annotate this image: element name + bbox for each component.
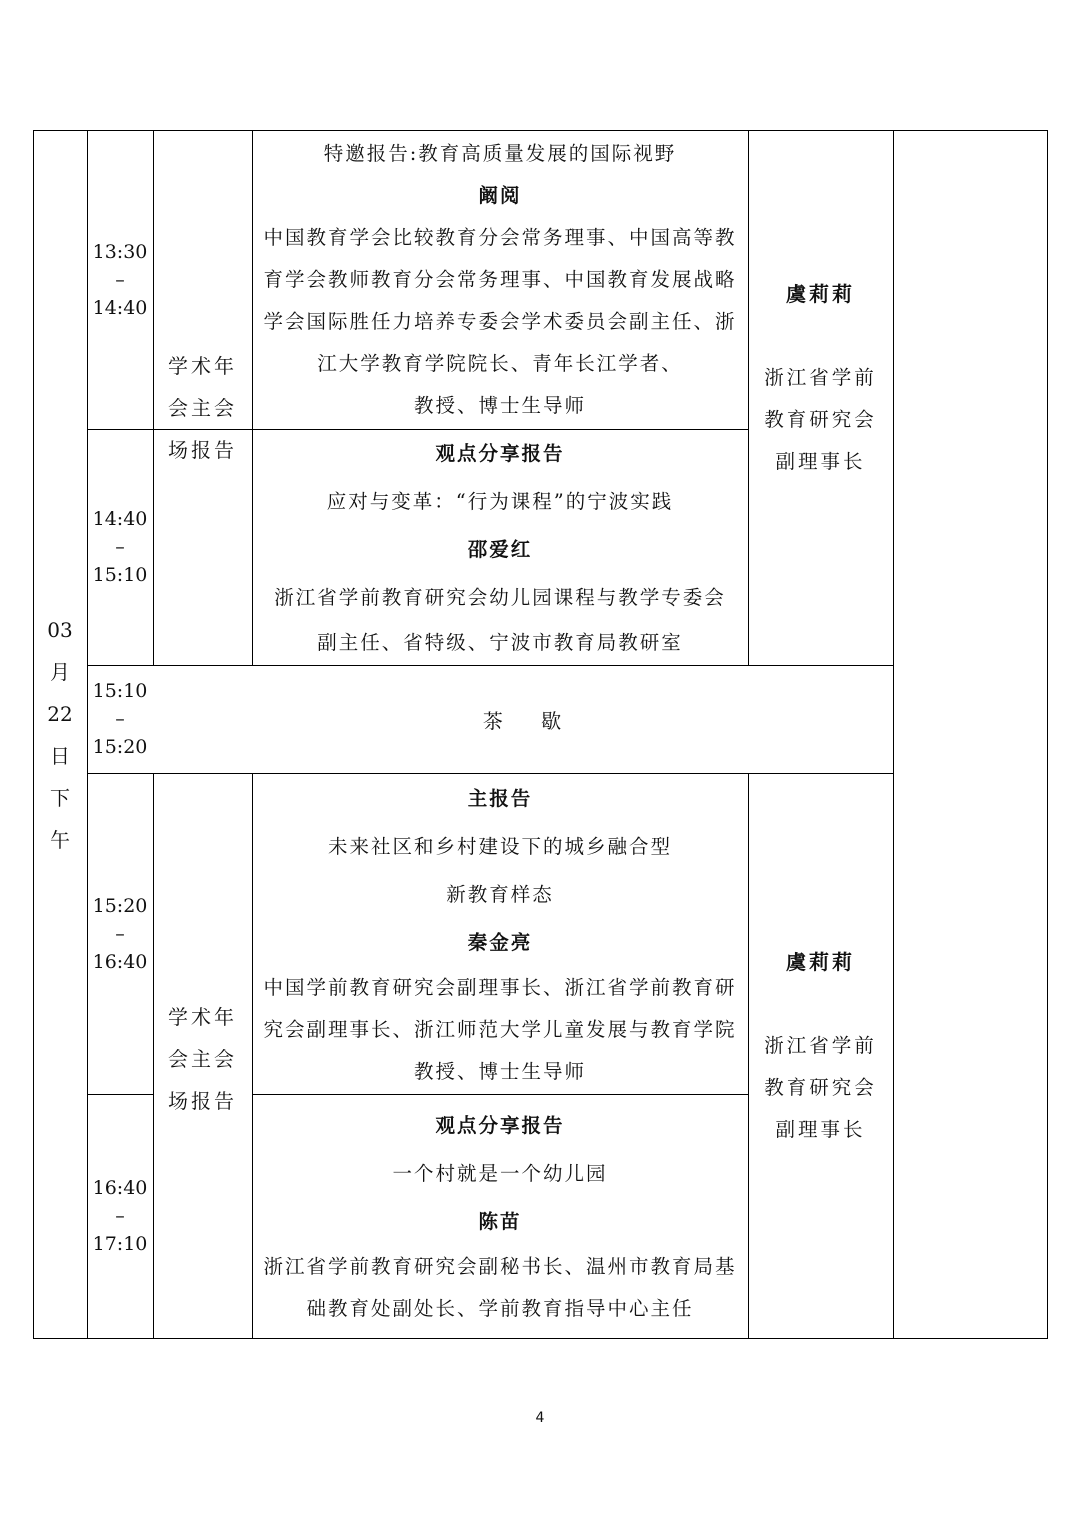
host-role-line: 副理事长 (775, 449, 866, 473)
venue-line: 会主会 (168, 1046, 237, 1071)
time-end: 15:20 (92, 736, 148, 758)
speaker-bio: 教授、博士生导师 (413, 1059, 586, 1083)
time-dash: – (115, 536, 125, 558)
host-name: 虞莉莉 (786, 281, 855, 306)
speaker-bio: 副主任、省特级、宁波市教育局教研室 (317, 631, 683, 654)
host-cell (748, 773, 893, 1338)
time-end: 15:10 (92, 564, 148, 586)
day-char: 日 (50, 743, 70, 768)
speaker-name: 邵爱红 (467, 538, 533, 561)
time-start: 14:40 (92, 508, 148, 530)
host-role (764, 357, 877, 483)
speaker-bio: 浙江省学前教育研究会副秘书长、温州市教育局基 (263, 1255, 737, 1278)
tea-break-cell (153, 665, 893, 773)
speaker-name: 阚阅 (478, 183, 522, 207)
report-cell (252, 429, 748, 665)
day-cell (33, 130, 87, 1339)
tea-break-char: 歇 (541, 708, 564, 733)
speaker-bio: 础教育处副处长、学前教育指导中心主任 (306, 1297, 694, 1320)
host-role (764, 1025, 877, 1151)
time-cell (87, 1094, 153, 1338)
report-cell (252, 1094, 748, 1338)
day-char: 22 (47, 701, 73, 726)
report-type: 观点分享报告 (435, 1114, 565, 1137)
report-title: 一个村就是一个幼儿园 (392, 1162, 608, 1185)
time-dash: – (115, 1205, 125, 1227)
time-start: 15:20 (92, 894, 148, 917)
report-cell (252, 773, 748, 1094)
report-title: 应对与变革：“行为课程”的宁波实践 (326, 490, 674, 513)
report-title: 新教育样态 (446, 882, 554, 906)
report-cell (252, 130, 748, 429)
speaker-name: 秦金亮 (467, 930, 533, 954)
host-role-line: 浙江省学前 (764, 1033, 877, 1057)
grid-line (33, 1338, 1048, 1339)
time-end: 17:10 (92, 1233, 148, 1255)
speaker-bio: 中国教育学会比较教育分会常务理事、中国高等教 (263, 225, 737, 249)
grid-line (1047, 130, 1048, 1339)
report-type: 主报告 (467, 786, 533, 810)
day-char: 下 (50, 785, 70, 810)
day-char: 月 (50, 659, 70, 684)
venue-line: 学术年 (168, 353, 237, 378)
page-number: 4 (535, 1410, 545, 1426)
host-role-line: 浙江省学前 (764, 365, 877, 389)
time-dash: – (115, 268, 125, 291)
time-end: 16:40 (92, 950, 148, 973)
remarks-cell (893, 130, 1047, 1338)
host-cell (748, 130, 893, 665)
time-cell (87, 773, 153, 1094)
host-role-line: 教育研究会 (764, 407, 877, 431)
day-char: 午 (50, 827, 70, 852)
speaker-bio: 学会国际胜任力培养专委会学术委员会副主任、浙 (263, 309, 737, 333)
time-cell (87, 665, 153, 773)
time-dash: – (115, 922, 125, 945)
report-title: 特邀报告:教育高质量发展的国际视野 (323, 141, 677, 165)
time-dash: – (115, 708, 125, 730)
speaker-bio: 究会副理事长、浙江师范大学儿童发展与教育学院 (263, 1017, 737, 1041)
speaker-bio: 浙江省学前教育研究会幼儿园课程与教学专委会 (274, 586, 726, 609)
speaker-bio: 育学会教师教育分会常务理事、中国教育发展战略 (263, 267, 737, 291)
venue-cell (153, 130, 252, 665)
venue-line: 会主会 (168, 395, 237, 420)
day-char: 03 (47, 617, 73, 642)
report-type: 观点分享报告 (435, 442, 565, 465)
report-title: 未来社区和乡村建设下的城乡融合型 (327, 834, 672, 858)
speaker-bio: 教授、博士生导师 (413, 393, 586, 417)
speaker-bio: 中国学前教育研究会副理事长、浙江省学前教育研 (263, 975, 737, 999)
tea-break-char: 茶 (482, 708, 505, 733)
host-role-line: 副理事长 (775, 1117, 866, 1141)
time-start: 15:10 (92, 680, 148, 702)
time-end: 14:40 (92, 296, 148, 319)
host-role-line: 教育研究会 (764, 1075, 877, 1099)
time-start: 16:40 (92, 1177, 148, 1199)
host-name: 虞莉莉 (786, 949, 855, 974)
venue-line: 场报告 (168, 1088, 237, 1113)
time-start: 13:30 (92, 240, 148, 263)
time-cell (87, 130, 153, 429)
speaker-name: 陈苗 (478, 1210, 522, 1233)
speaker-bio: 江大学教育学院院长、青年长江学者、 (317, 351, 683, 375)
time-cell (87, 429, 153, 665)
venue-cell (153, 773, 252, 1338)
venue-line: 场报告 (168, 437, 237, 462)
venue-line: 学术年 (168, 1004, 237, 1029)
